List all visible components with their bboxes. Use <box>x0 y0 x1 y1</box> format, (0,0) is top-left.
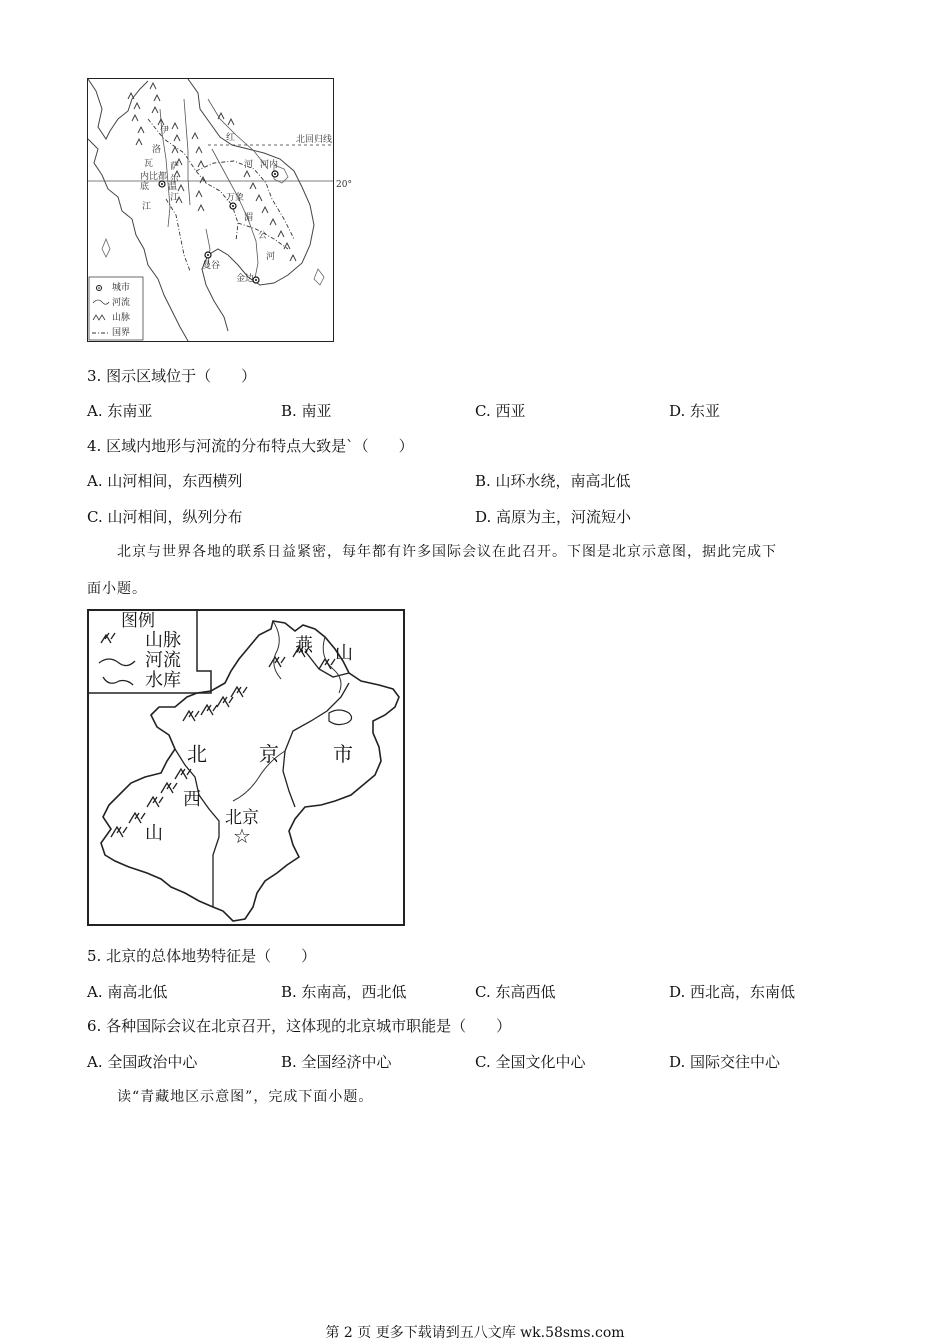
q3-option-d: D. 东亚 <box>669 402 721 420</box>
label-er: 尔 <box>170 175 180 185</box>
label-hanoi: 河内 <box>260 160 279 170</box>
q5-stem: 5. 北京的总体地势特征是（ ） <box>87 947 317 965</box>
label-sa: 萨 <box>170 162 180 172</box>
label-hong: 红 <box>226 133 236 143</box>
intro-qinghai-tibet: 读“青藏地区示意图”，完成下面小题。 <box>117 1089 374 1105</box>
label-jiang: 江 <box>142 202 152 212</box>
label-beijing-city: 北京 <box>225 808 259 828</box>
label-di: 底 <box>140 182 150 192</box>
q4-option-b: B. 山环水绕，南高北低 <box>475 472 631 490</box>
label-shan-yanshan: 山 <box>335 643 353 664</box>
q5-option-b: B. 东南高，西北低 <box>281 983 407 1001</box>
q6-option-a: A. 全国政治中心 <box>87 1053 198 1071</box>
label-wa: 瓦 <box>144 159 154 169</box>
label-he-2: 河 <box>266 252 276 262</box>
label-wen: 温 <box>168 182 178 192</box>
label-latitude-20: 20° <box>336 180 352 190</box>
q3-option-b: B. 南亚 <box>281 402 332 420</box>
beijing-map-drawing <box>89 611 403 924</box>
label-gong: 公 <box>258 231 268 241</box>
label-yan: 燕 <box>295 635 313 656</box>
q6-option-c: C. 全国文化中心 <box>475 1053 586 1071</box>
q3-option-a: A. 东南亚 <box>87 402 153 420</box>
q6-option-d: D. 国际交往中心 <box>669 1053 781 1071</box>
q6-option-b: B. 全国经济中心 <box>281 1053 392 1071</box>
label-vientiane: 万象 <box>226 193 245 203</box>
label-jing: 京 <box>259 742 279 766</box>
q5-option-d: D. 西北高，东南低 <box>669 983 796 1001</box>
label-bei: 北 <box>187 742 207 766</box>
q6-stem: 6. 各种国际会议在北京召开，这体现的北京城市职能是（ ） <box>87 1017 512 1035</box>
label-yi: 伊 <box>160 126 170 136</box>
q4-option-a: A. 山河相间，东西横列 <box>87 472 243 490</box>
label-mei: 湄 <box>244 213 254 223</box>
q5-option-c: C. 东高西低 <box>475 983 556 1001</box>
label-luo: 洛 <box>152 145 162 155</box>
q5-option-a: A. 南高北低 <box>87 983 168 1001</box>
legend-river-text: 河流 <box>145 650 181 671</box>
q4-option-d: D. 高原为主，河流短小 <box>475 508 632 526</box>
label-shan-xishan: 山 <box>145 823 163 844</box>
label-xi: 西 <box>183 789 201 810</box>
beijing-capital-star-icon: ☆ <box>233 824 251 848</box>
intro-beijing-line-2: 面小题。 <box>87 581 147 597</box>
legend-reservoir-text: 水库 <box>145 670 181 691</box>
legend-river-label: 河流 <box>112 298 131 308</box>
legend-title: 图例 <box>121 611 155 631</box>
label-naypyidaw: 内比都 <box>140 172 168 182</box>
q3-option-c: C. 西亚 <box>475 402 526 420</box>
q4-stem: 4. 区域内地形与河流的分布特点大致是`（ ） <box>87 437 414 455</box>
label-tropic-of-cancer: 北回归线 <box>296 135 333 145</box>
label-he-1: 河 <box>244 160 254 170</box>
southeast-asia-map <box>87 78 352 342</box>
q4-option-c: C. 山河相间，纵列分布 <box>87 508 243 526</box>
page-footer: 第 2 页 更多下载请到五八文库 wk.58sms.com <box>325 1325 625 1341</box>
legend-city-label: 城市 <box>112 283 131 293</box>
intro-beijing-line-1: 北京与世界各地的联系日益紧密，每年都有许多国际会议在此召开。下图是北京示意图，据此完成下 <box>117 544 777 560</box>
label-bangkok: 曼谷 <box>202 261 221 271</box>
legend-border-label: 国界 <box>112 328 131 338</box>
legend-mountain-text: 山脉 <box>145 630 181 651</box>
beijing-map <box>87 609 405 926</box>
q3-stem: 3. 图示区域位于（ ） <box>87 367 257 385</box>
label-phnom-penh: 金边 <box>236 274 255 284</box>
label-shi: 市 <box>333 742 353 766</box>
label-jiang-2: 江 <box>170 193 180 203</box>
legend-mountain-label: 山脉 <box>112 313 131 323</box>
